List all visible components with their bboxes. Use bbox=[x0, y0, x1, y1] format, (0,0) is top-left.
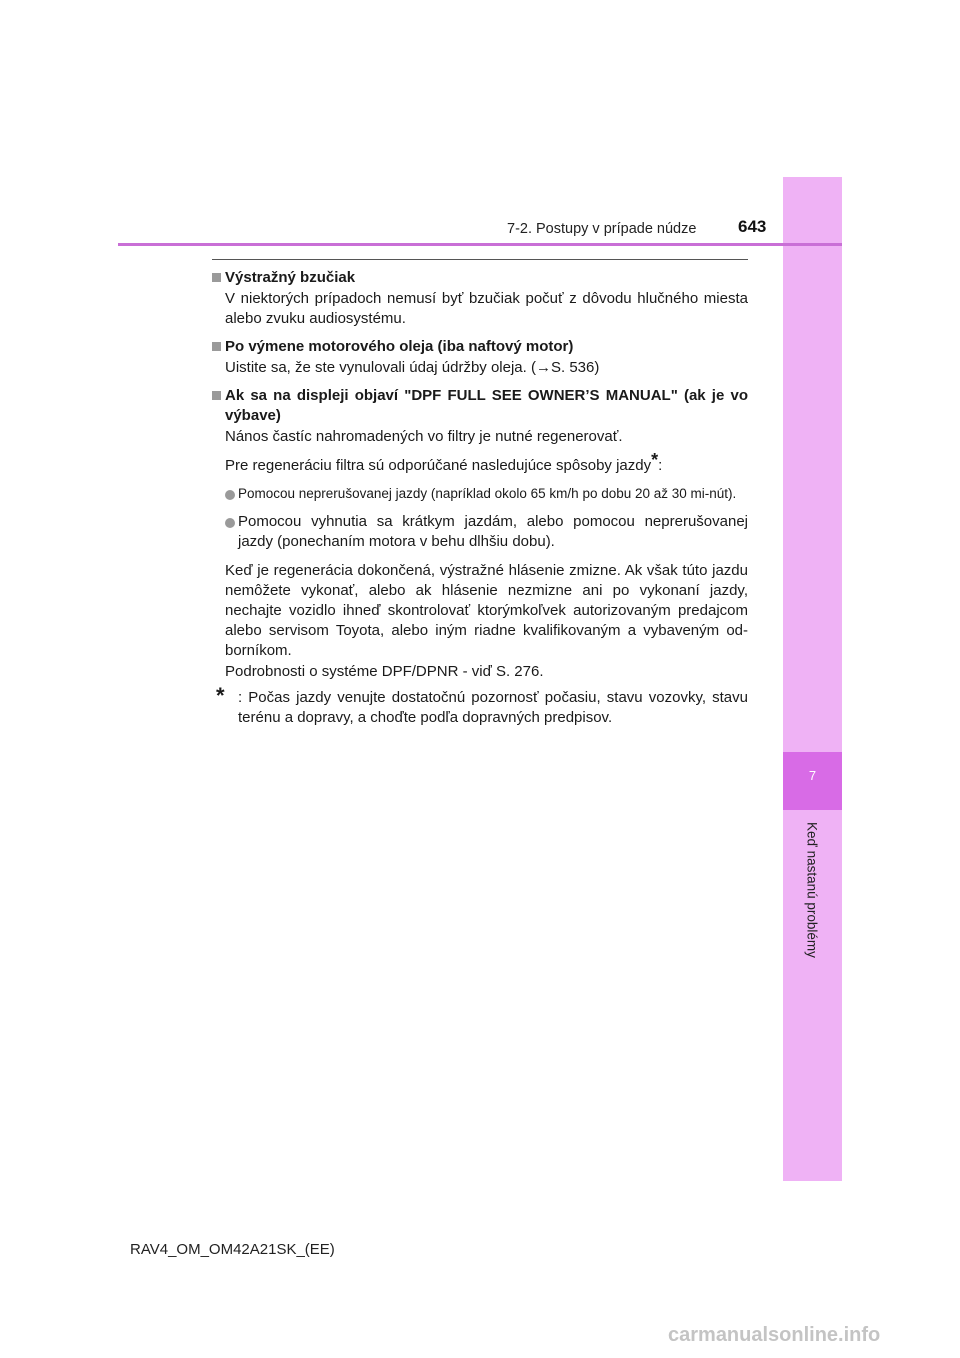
list-item bbox=[212, 484, 748, 504]
details-reference: Podrobnosti o systéme DPF/DPNR - viď S. 276. bbox=[225, 663, 544, 680]
square-bullet-icon bbox=[212, 391, 221, 400]
section-title: 7-2. Postupy v prípade núdze bbox=[507, 221, 697, 237]
methods-colon: : bbox=[658, 457, 663, 474]
page-content bbox=[212, 268, 748, 728]
circle-bullet-icon bbox=[225, 490, 235, 500]
chapter-number: 7 bbox=[808, 768, 817, 783]
methods-text: Pre regeneráciu filtra sú odporúčané nasledujúce spôsoby jazdy bbox=[225, 457, 652, 474]
list-item-text: Pomocou neprerušovanej jazdy (napríklad okolo 65 km/h po dobu 20 až 30 mi-nút). bbox=[238, 486, 737, 501]
footnote-mark: * bbox=[216, 683, 225, 708]
section-body-methods bbox=[212, 450, 748, 476]
section-heading bbox=[212, 268, 748, 288]
closing-paragraph: Keď je regenerácia dokončená, výstražné hlásenie zmizne. Ak však túto jazdu nemôžete vykonať, alebo ak hlásenie nezmizne ani po vykonaní jazdy, nechajte vozidlo ihneď skontrolovať ktorýmkoľvek autorizovaným predajcom alebo servisom Toyota, alebo iným riadne kvalifikovaným a vybaveným od-borníkom. bbox=[225, 562, 748, 659]
heading-text: Ak sa na displeji objaví "DPF FULL SEE OWNER’S MANUAL" (ak je vo výbave) bbox=[225, 387, 748, 424]
footnote-text: : Počas jazdy venujte dostatočnú pozornosť počasiu, stavu vozovky, stavu terénu a dopravy, a choďte podľa dopravných predpisov. bbox=[238, 689, 748, 726]
list-item-text: Pomocou vyhnutia sa krátkym jazdám, alebo pomocou neprerušovanej jazdy (ponechaním motora v behu dlhšiu dobu). bbox=[238, 513, 748, 550]
section-heading bbox=[212, 386, 748, 426]
section-heading bbox=[212, 337, 748, 357]
list-item bbox=[212, 512, 748, 552]
page-number: 643 bbox=[738, 217, 767, 236]
chapter-side-tab bbox=[783, 177, 842, 1181]
square-bullet-icon bbox=[212, 273, 221, 282]
footnote bbox=[212, 683, 748, 728]
circle-bullet-icon bbox=[225, 518, 235, 528]
section-body: Uistite sa, že ste vynulovali údaj údržby oleja. (→S. 536) bbox=[225, 359, 600, 376]
heading-text: Po výmene motorového oleja (iba naftový motor) bbox=[225, 338, 574, 355]
section-body: Nános častíc nahromadených vo filtry je nutné regenerovať. bbox=[225, 428, 623, 445]
section-body: V niektorých prípadoch nemusí byť bzučiak počuť z dôvodu hlučného miesta alebo zvuku audiosystému. bbox=[225, 290, 748, 327]
content-top-rule bbox=[212, 259, 748, 260]
watermark: carmanualsonline.info bbox=[668, 1324, 881, 1346]
document-code: RAV4_OM_OM42A21SK_(EE) bbox=[130, 1241, 335, 1258]
heading-text: Výstražný bzučiak bbox=[225, 269, 356, 286]
chapter-label: Keď nastanú problémy bbox=[804, 822, 820, 958]
header-divider bbox=[118, 243, 842, 246]
square-bullet-icon bbox=[212, 342, 221, 351]
footnote-asterisk: * bbox=[651, 450, 659, 470]
